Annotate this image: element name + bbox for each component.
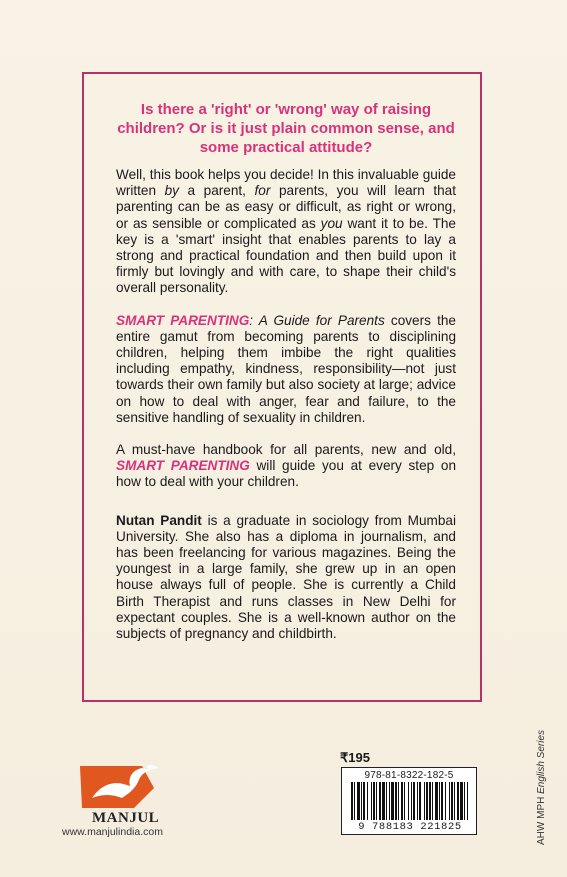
barcode-bar bbox=[460, 782, 463, 820]
barcode-bar bbox=[424, 782, 425, 820]
barcode-bar bbox=[395, 782, 397, 820]
barcode-bar bbox=[429, 782, 431, 820]
barcode-bar bbox=[357, 782, 360, 820]
barcode-bar bbox=[467, 782, 468, 820]
swan-logo-icon bbox=[72, 758, 162, 812]
author-name: Nutan Pandit bbox=[116, 512, 202, 528]
headline: Is there a 'right' or 'wrong' way of raising children? Or is it just plain common sense, and some practical attitude? bbox=[117, 101, 455, 156]
barcode-bar bbox=[386, 782, 387, 820]
barcode-bar bbox=[464, 782, 465, 820]
barcode-bar bbox=[404, 782, 405, 820]
publisher-logo bbox=[62, 758, 212, 838]
author-bio: Nutan Pandit is a graduate in sociology from Mumbai University. She also has a diploma in journalism, and has been freelancing for various magazines. Being the youngest in a large family, she grew up in an open house always full of people. She is currently a Child Birth Therapist and runs classes in New Delhi for expectant couples. She is a well-known author on the subjects of pregnancy and childbirth. bbox=[116, 512, 456, 642]
barcode-bars bbox=[350, 782, 470, 820]
barcode-bar bbox=[389, 782, 390, 820]
barcode-bar bbox=[408, 782, 409, 820]
barcode-bar bbox=[419, 782, 421, 820]
book-subtitle: : A Guide for Parents bbox=[249, 312, 385, 328]
book-title-inline: SMART PARENTING bbox=[116, 458, 250, 474]
barcode-bar bbox=[373, 782, 375, 820]
barcode-bar bbox=[411, 782, 412, 820]
blurb-content bbox=[116, 100, 456, 658]
barcode-bar bbox=[367, 782, 368, 820]
handbook-paragraph: A must-have handbook for all parents, new and old, SMART PARENTING will guide you at every step on how to deal with your children. bbox=[116, 442, 457, 490]
isbn: 978-81-8322-182-5 bbox=[364, 770, 454, 781]
barcode-bar bbox=[449, 782, 450, 820]
barcode-bar bbox=[432, 782, 433, 820]
barcode-bar bbox=[457, 782, 459, 820]
price: ₹195 bbox=[340, 750, 370, 765]
barcode-bar bbox=[363, 782, 365, 820]
barcode-bar bbox=[454, 782, 455, 820]
barcode-bar bbox=[382, 782, 385, 820]
barcode-bar bbox=[451, 782, 453, 820]
book-title: SMART PARENTING bbox=[116, 312, 250, 328]
barcode-bar bbox=[371, 782, 372, 820]
description-paragraph: SMART PARENTING: A Guide for Parents covers the entire gamut from becoming parents to disciplining children, helping them imbibe the right qualities including empathy, kindness, responsibility—not just towards their own family but also society at large; advice on how to deal with anger, fear and failure, to the sensitive handling of sexuality in children. bbox=[116, 312, 456, 425]
barcode-bar bbox=[426, 782, 428, 820]
publisher-name: MANJUL bbox=[92, 810, 160, 826]
publisher-url: www.manjulindia.com bbox=[62, 826, 163, 838]
barcode-bar bbox=[413, 782, 415, 820]
barcode-bar bbox=[445, 782, 446, 820]
barcode-bar bbox=[398, 782, 399, 820]
barcode-bar bbox=[439, 782, 440, 820]
barcode-bar bbox=[354, 782, 355, 820]
series-label: AHW MPH English Series bbox=[536, 729, 547, 845]
barcode-bar bbox=[417, 782, 418, 820]
barcode-bar bbox=[391, 782, 394, 820]
barcode-bar bbox=[361, 782, 362, 820]
intro-paragraph: Well, this book helps you decide! In this invaluable guide written by a parent, for parents, you will learn that parenting can be as easy or difficult, as right or wrong, or as sensible or complicated as you want it to be. The key is a 'smart' insight that enables parents to lay a strong and practical foundation and then build upon it firmly but lovingly and with care, to shape their child's overall personality. bbox=[116, 167, 457, 296]
barcode-digits: 9 788183 221825 bbox=[358, 821, 462, 833]
barcode-bar bbox=[401, 782, 403, 820]
barcode-bar bbox=[379, 782, 381, 820]
barcode-bar bbox=[376, 782, 377, 820]
barcode-bar bbox=[351, 782, 353, 820]
barcode-bar bbox=[441, 782, 443, 820]
barcode-bar bbox=[435, 782, 438, 820]
barcode bbox=[341, 767, 477, 835]
